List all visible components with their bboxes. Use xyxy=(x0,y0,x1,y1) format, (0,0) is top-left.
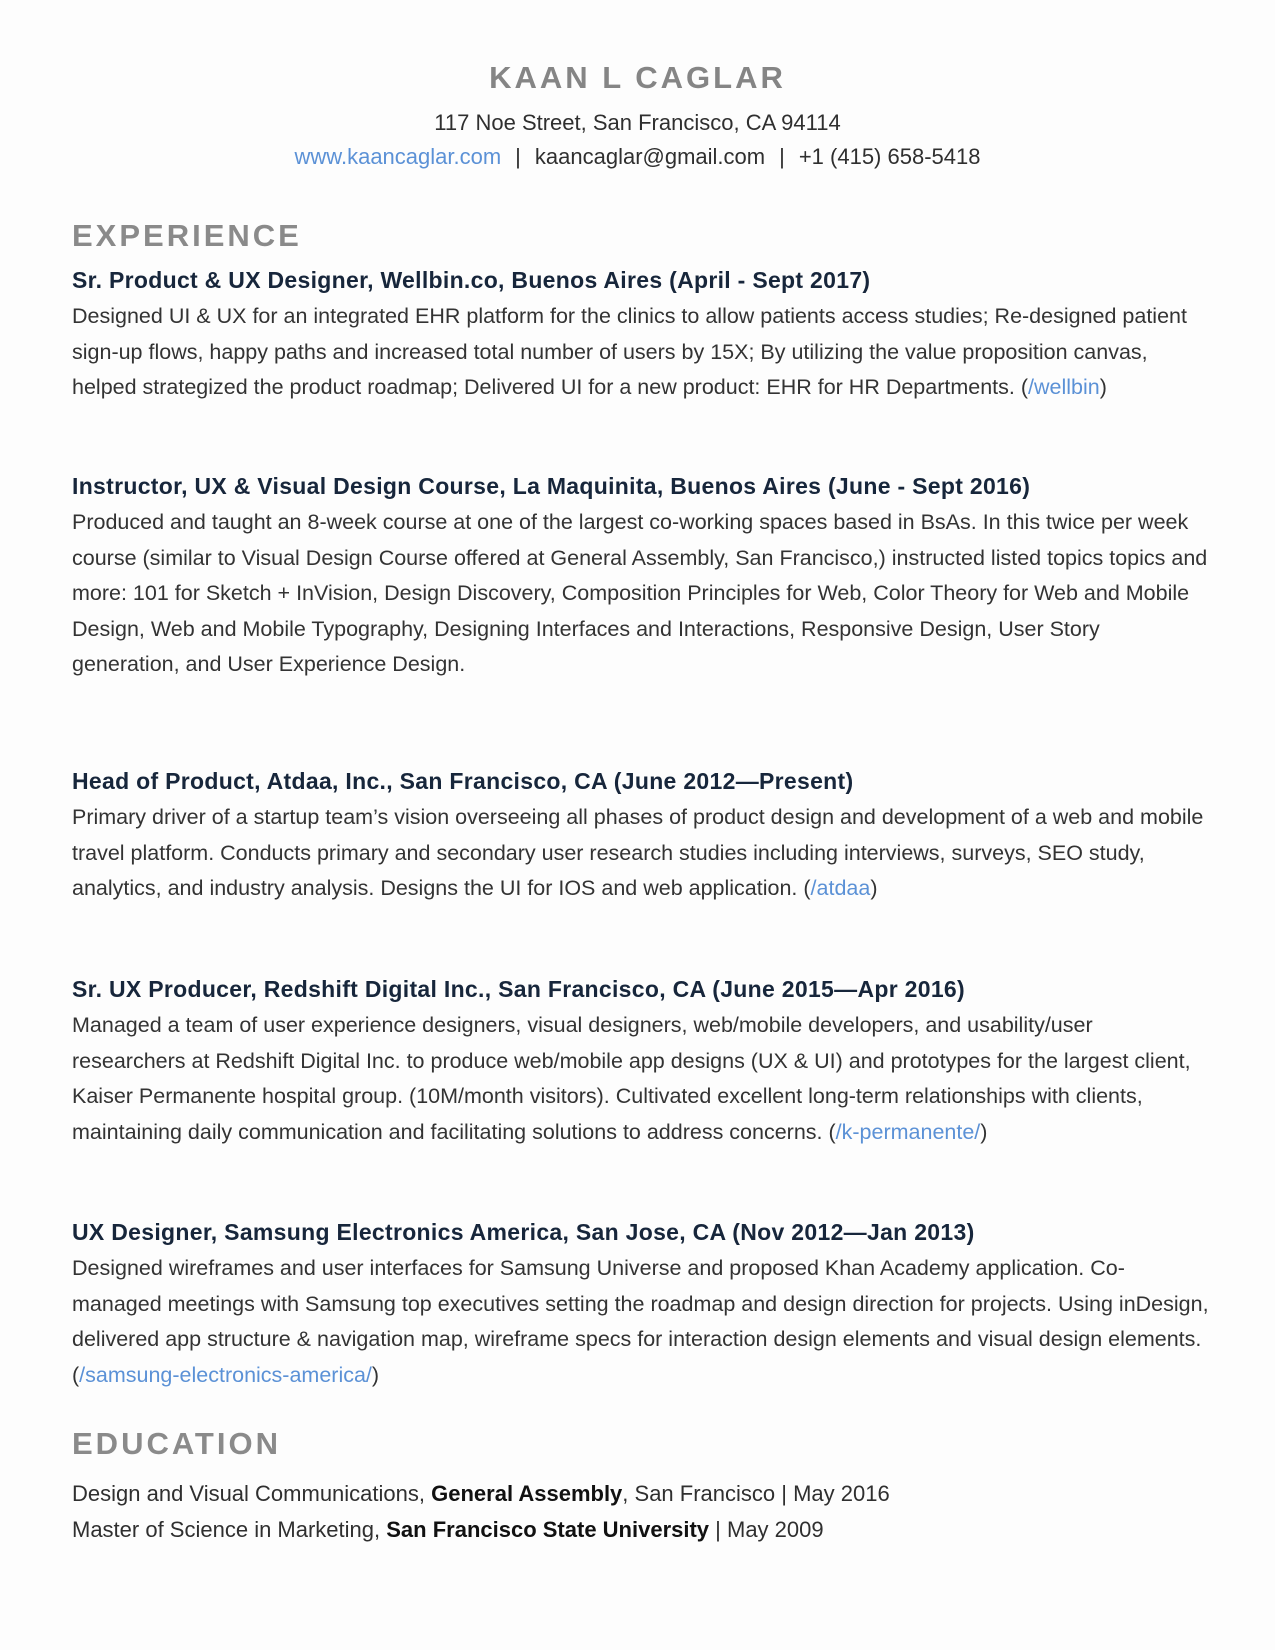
education-list xyxy=(72,1476,1212,1548)
degree: Master of Science in Marketing, xyxy=(72,1517,387,1542)
section-title-experience: EXPERIENCE xyxy=(72,218,302,253)
education-entry xyxy=(72,1512,1212,1548)
job-title: Sr. Product & UX Designer, Wellbin.co, Buenos Aires (April - Sept 2017) xyxy=(72,267,871,293)
paren-close: ) xyxy=(371,1362,380,1387)
resume-header xyxy=(0,58,1275,172)
job-entry xyxy=(72,470,1212,683)
candidate-name: KAAN L CAGLAR xyxy=(489,60,786,95)
contact-line xyxy=(0,142,1275,172)
job-title: Sr. UX Producer, Redshift Digital Inc., San Francisco, CA (June 2015—Apr 2016) xyxy=(72,976,965,1002)
location-date: , San Francisco | May 2016 xyxy=(622,1481,890,1506)
phone-number[interactable]: +1 (415) 658-5418 xyxy=(798,144,981,169)
portfolio-link[interactable]: /k-permanente/ xyxy=(835,1119,981,1144)
job-entry xyxy=(72,1216,1212,1393)
job-description-text: Designed UI & UX for an integrated EHR platform for the clinics to allow patients access studies; Re-designed patient sign-up flows, happy paths and increased total number of users by 15X; By utilizing the value proposition canvas, helped strategized the product roadmap; Delivered UI for a new product: EHR for HR Departments. ( xyxy=(72,304,1187,399)
job-title: UX Designer, Samsung Electronics America, San Jose, CA (Nov 2012—Jan 2013) xyxy=(72,1219,975,1245)
location-date: | May 2009 xyxy=(709,1517,824,1542)
job-description-text: Primary driver of a startup team’s vision overseeing all phases of product design and development of a web and mobile travel platform. Conducts primary and secondary user research studies including interviews, surveys, SEO study, analytics, and industry analysis. Designs the UI for IOS and web application. ( xyxy=(72,805,1204,900)
section-title-education: EDUCATION xyxy=(72,1426,281,1461)
education-entry xyxy=(72,1476,1212,1512)
job-description xyxy=(72,1251,1212,1393)
school-name: General Assembly xyxy=(431,1481,623,1506)
paren-close: ) xyxy=(870,876,878,900)
job-description xyxy=(72,299,1212,406)
school-name: San Francisco State University xyxy=(386,1517,710,1542)
job-description xyxy=(72,505,1212,683)
job-entry xyxy=(72,264,1212,406)
job-title: Head of Product, Atdaa, Inc., San Francisco, CA (June 2012—Present) xyxy=(72,768,854,794)
address: 117 Noe Street, San Francisco, CA 94114 xyxy=(434,110,841,135)
job-description xyxy=(72,800,1212,907)
job-description-text: Designed wireframes and user interfaces for Samsung Universe and proposed Khan Academy application. Co-managed meetings with Samsung top executives setting the roadmap and design direction for projects. Using inDesign, delivered app structure & navigation map, wireframe specs for interaction design elements and visual design elements. ( xyxy=(72,1256,1209,1387)
job-title: Instructor, UX & Visual Design Course, La Maquinita, Buenos Aires (June - Sept 2016) xyxy=(72,473,1031,499)
paren-close: ) xyxy=(1099,375,1107,399)
degree: Design and Visual Communications, xyxy=(72,1481,432,1506)
job-description-text: Managed a team of user experience designers, visual designers, web/mobile developers, and usability/user researchers at Redshift Digital Inc. to produce web/mobile app designs (UX & UI) and prototypes for the largest client, Kaiser Permanente hospital group. (10M/month visitors). Cultivated excellent long-term relationships with clients, maintaining daily communication and facilitating solutions to address concerns. ( xyxy=(72,1013,1191,1144)
separator: | xyxy=(779,144,785,169)
paren-close: ) xyxy=(980,1119,988,1144)
portfolio-link[interactable]: /samsung-electronics-america/ xyxy=(79,1362,372,1387)
email-address[interactable]: kaancaglar@gmail.com xyxy=(534,144,766,169)
website-link[interactable]: www.kaancaglar.com xyxy=(294,144,502,169)
job-description-text: Produced and taught an 8-week course at one of the largest co-working spaces based in BsAs. In this twice per week course (similar to Visual Design Course offered at General Assembly, San Francisco,) instructed listed topics topics and more: 101 for Sketch + InVision, Design Discovery, Composition Principles for Web, Color Theory for Web and Mobile Design, Web and Mobile Typography, Designing Interfaces and Interactions, Responsive Design, User Story generation, and User Experience Design. xyxy=(72,510,1208,676)
job-entry xyxy=(72,765,1212,907)
job-entry xyxy=(72,973,1212,1150)
job-description xyxy=(72,1008,1212,1150)
portfolio-link[interactable]: /atdaa xyxy=(810,876,871,900)
portfolio-link[interactable]: /wellbin xyxy=(1028,375,1100,399)
separator: | xyxy=(515,144,521,169)
